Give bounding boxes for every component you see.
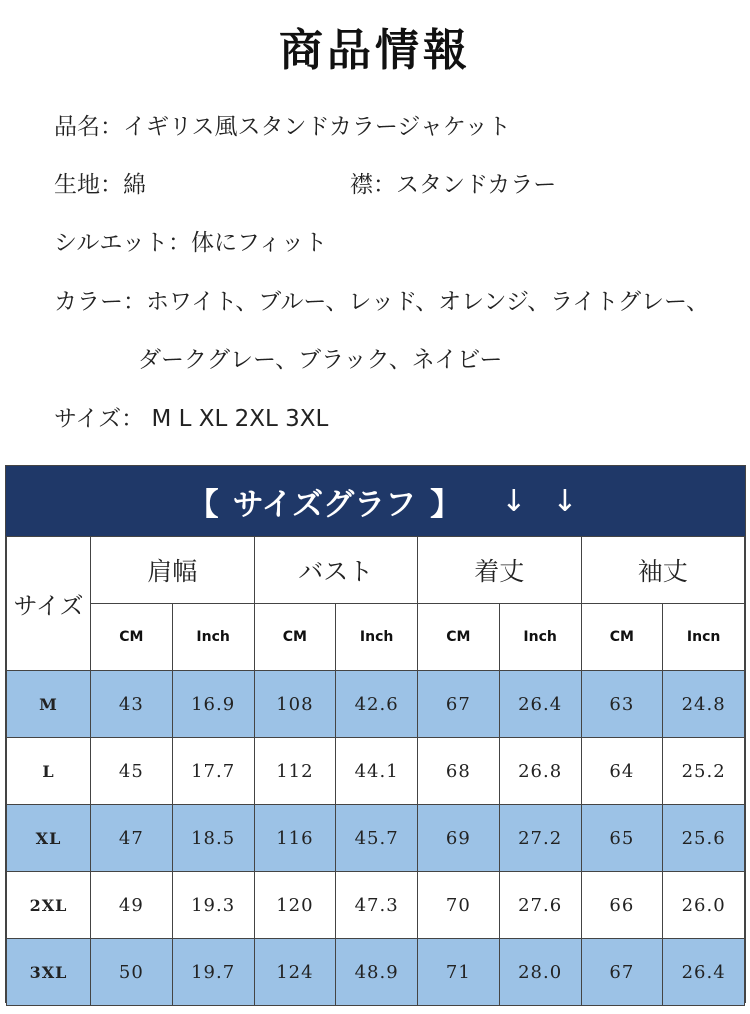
sizes-text: サイズ： M L XL 2XL 3XL bbox=[54, 406, 329, 432]
unit-header: Inch bbox=[172, 604, 254, 671]
value-cell: 66 bbox=[581, 872, 663, 939]
value-cell: 45 bbox=[91, 738, 173, 805]
table-row bbox=[7, 738, 745, 805]
group-header-length: 着丈 bbox=[418, 537, 582, 604]
size-chart bbox=[5, 465, 746, 1003]
value-cell: 17.7 bbox=[172, 738, 254, 805]
size-column-header: サイズ bbox=[7, 537, 91, 671]
unit-header: Inch bbox=[336, 604, 418, 671]
color-text-line-1: カラー：ホワイト、ブルー、レッド、オレンジ、ライトグレー、 bbox=[54, 289, 710, 315]
value-cell: 45.7 bbox=[336, 805, 418, 872]
size-cell: 3XL bbox=[7, 939, 91, 1006]
value-cell: 18.5 bbox=[172, 805, 254, 872]
value-cell: 112 bbox=[254, 738, 336, 805]
product-name: 品名：イギリス風スタンドカラージャケット bbox=[54, 114, 511, 140]
size-cell: L bbox=[7, 738, 91, 805]
value-cell: 108 bbox=[254, 671, 336, 738]
unit-header: Incn bbox=[663, 604, 745, 671]
size-table bbox=[6, 536, 745, 1006]
group-header-sleeve: 袖丈 bbox=[581, 537, 745, 604]
unit-header-row bbox=[7, 604, 745, 671]
table-row bbox=[7, 671, 745, 738]
value-cell: 68 bbox=[418, 738, 500, 805]
value-cell: 25.2 bbox=[663, 738, 745, 805]
value-cell: 63 bbox=[581, 671, 663, 738]
group-header-shoulder: 肩幅 bbox=[91, 537, 255, 604]
size-chart-banner bbox=[6, 466, 745, 536]
table-row bbox=[7, 872, 745, 939]
value-cell: 116 bbox=[254, 805, 336, 872]
value-cell: 26.4 bbox=[499, 671, 581, 738]
unit-header: CM bbox=[418, 604, 500, 671]
value-cell: 65 bbox=[581, 805, 663, 872]
size-cell: XL bbox=[7, 805, 91, 872]
value-cell: 26.8 bbox=[499, 738, 581, 805]
value-cell: 19.7 bbox=[172, 939, 254, 1006]
value-cell: 27.2 bbox=[499, 805, 581, 872]
unit-header: CM bbox=[581, 604, 663, 671]
value-cell: 42.6 bbox=[336, 671, 418, 738]
size-chart-heading: サイズグラフ bbox=[232, 486, 417, 523]
value-cell: 69 bbox=[418, 805, 500, 872]
arrow-down-icon: ↓ bbox=[552, 483, 578, 519]
fabric-collar-line bbox=[54, 166, 654, 199]
value-cell: 26.4 bbox=[663, 939, 745, 1006]
page-title: 商品情報 bbox=[279, 25, 471, 76]
value-cell: 64 bbox=[581, 738, 663, 805]
value-cell: 48.9 bbox=[336, 939, 418, 1006]
value-cell: 25.6 bbox=[663, 805, 745, 872]
value-cell: 24.8 bbox=[663, 671, 745, 738]
value-cell: 44.1 bbox=[336, 738, 418, 805]
value-cell: 47 bbox=[91, 805, 173, 872]
value-cell: 67 bbox=[418, 671, 500, 738]
value-cell: 27.6 bbox=[499, 872, 581, 939]
fabric-text: 生地：綿 bbox=[54, 172, 146, 198]
table-row bbox=[7, 805, 745, 872]
size-cell: 2XL bbox=[7, 872, 91, 939]
collar-text: 襟：スタンドカラー bbox=[350, 172, 557, 198]
value-cell: 70 bbox=[418, 872, 500, 939]
value-cell: 120 bbox=[254, 872, 336, 939]
value-cell: 49 bbox=[91, 872, 173, 939]
silhouette-text: シルエット：体にフィット bbox=[54, 230, 328, 256]
value-cell: 19.3 bbox=[172, 872, 254, 939]
color-text-line-2: ダークグレー、ブラック、ネイビー bbox=[138, 347, 503, 373]
value-cell: 124 bbox=[254, 939, 336, 1006]
table-row bbox=[7, 939, 745, 1006]
value-cell: 28.0 bbox=[499, 939, 581, 1006]
value-cell: 43 bbox=[91, 671, 173, 738]
value-cell: 16.9 bbox=[172, 671, 254, 738]
value-cell: 67 bbox=[581, 939, 663, 1006]
arrow-down-icon: ↓ bbox=[501, 483, 527, 519]
value-cell: 71 bbox=[418, 939, 500, 1006]
group-header-bust: バスト bbox=[254, 537, 418, 604]
bracket-open: 【 bbox=[187, 486, 219, 523]
value-cell: 26.0 bbox=[663, 872, 745, 939]
unit-header: CM bbox=[254, 604, 336, 671]
bracket-close: 】 bbox=[430, 486, 462, 523]
size-cell: M bbox=[7, 671, 91, 738]
value-cell: 47.3 bbox=[336, 872, 418, 939]
unit-header: CM bbox=[91, 604, 173, 671]
unit-header: Inch bbox=[499, 604, 581, 671]
group-header-row bbox=[7, 537, 745, 604]
value-cell: 50 bbox=[91, 939, 173, 1006]
